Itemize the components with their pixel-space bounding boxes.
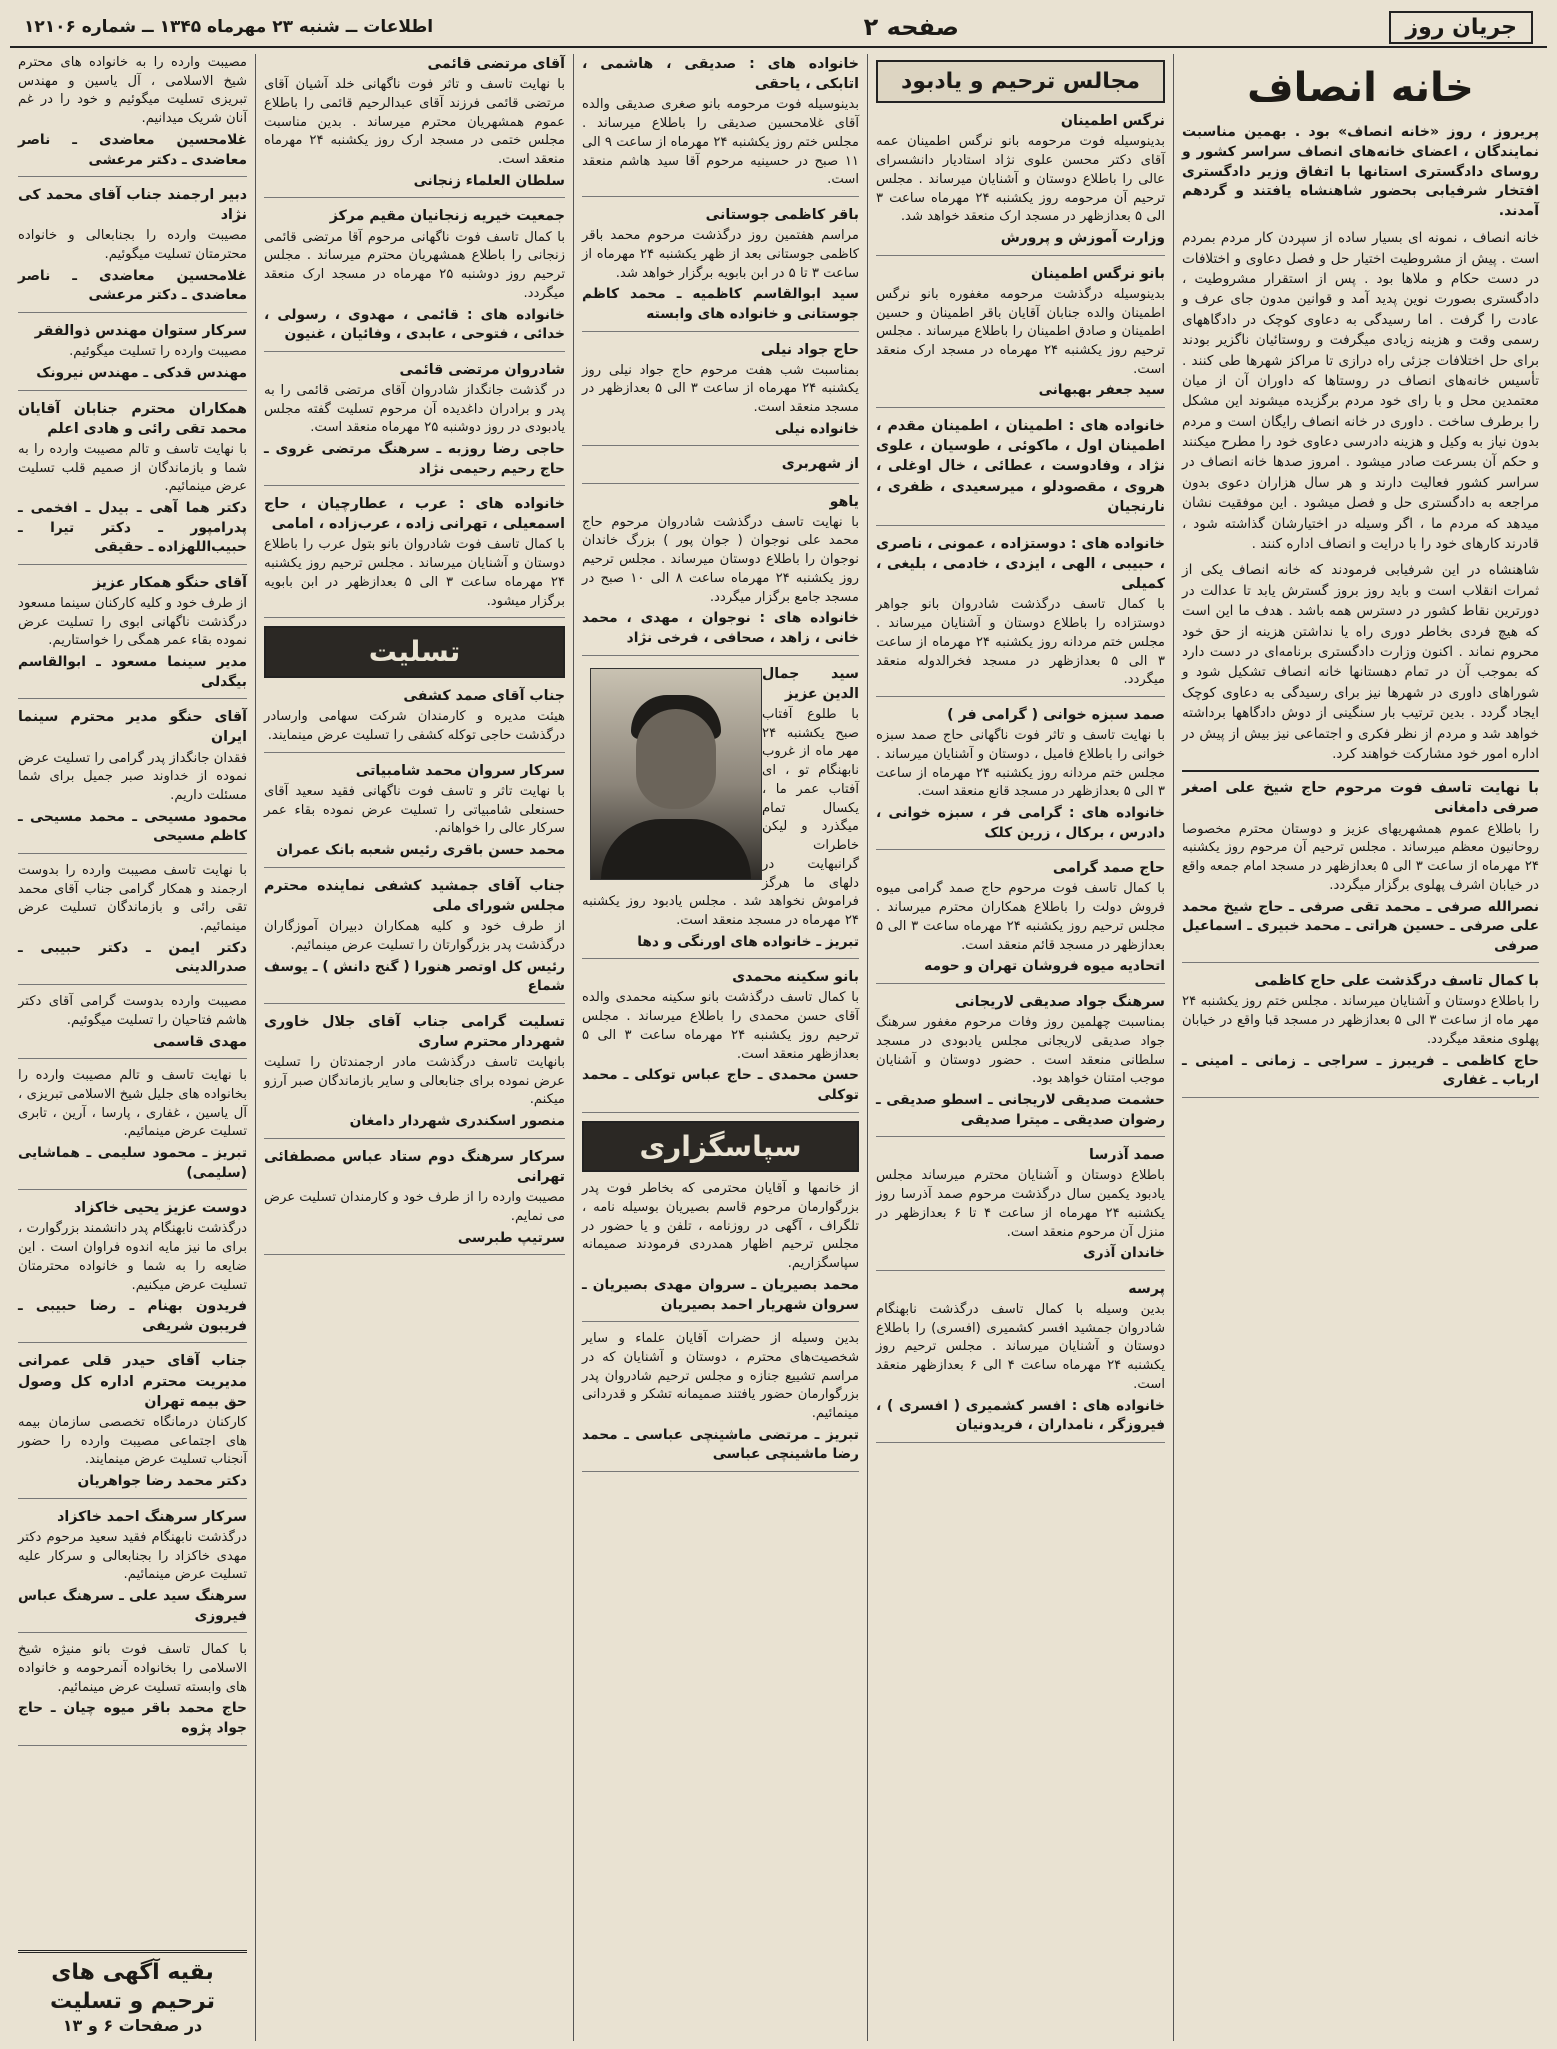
notice-heading: حاج صمد گرامی bbox=[1052, 860, 1165, 877]
notice-body: از خانمها و آقایان محترمی که بخاطر فوت پدر بزرگوارمان مرحوم قاسم بصیریان بوسیله نامه ، تلگراف ، آگهی در روزنامه ، تلفن و یا حضور در مجلس ترحیم اظهار همدردی فرمودند صمیمانه سپاسگزاریم. bbox=[582, 1181, 859, 1272]
notice-signers: سید ابوالقاسم کاظمیه ـ محمد کاظم جوستانی و خانواده های وابسته bbox=[582, 286, 859, 322]
notice bbox=[582, 664, 859, 960]
column-memorials bbox=[867, 54, 1173, 2041]
notice-body: بدین وسیله از حضرات آقایان علماء و سایر شخصیت‌های محترم ، دوستان و آشنایان که در مراسم تشییع جنازه و مجلس ترحیم شادروان پدر بزرگوارمان حضور یافتند صمیمانه تشکر و قدردانی مینمائیم. bbox=[582, 1331, 859, 1422]
notice-body: با کمال تاسف فوت شادروان بانو بتول عرب را باطلاع دوستان و آشنایان میرساند . مجلس ترحیم روز یکشنبه ۲۴ مهرماه ساعت ۳ الی ۵ بعدازظهر در ابن بابویه برگزار میشود. bbox=[264, 537, 565, 609]
notice-body: را باطلاع دوستان و آشنایان میرساند . مجلس ختم روز یکشنبه ۲۴ مهر ماه از ساعت ۳ الی ۵ بعدازظهر در مسجد قبا واقع در خیابان پهلوی منعقد میگردد. bbox=[1182, 994, 1539, 1047]
notice-signers: خانواده های : گرامی فر ، سبزه خوانی ، دادرس ، برکال ، زرین کلک bbox=[876, 805, 1165, 841]
portrait-photo bbox=[590, 668, 762, 880]
notice-body: از طرف خود و کلیه همکاران دبیران آموزگاران درگذشت پدر بزرگوارتان را تسلیت عرض مینمائیم. bbox=[264, 919, 565, 953]
notice-heading: جناب آقای جمشید کشفی نماینده محترم مجلس شورای ملی bbox=[264, 877, 565, 914]
notice bbox=[264, 1147, 565, 1255]
notice-heading: تسلیت گرامی جناب آقای جلال خاوری شهردار محترم ساری bbox=[264, 1013, 565, 1050]
notice-body: با طلوع آفتاب صبح یکشنبه ۲۴ مهر ماه از غروب نابهنگام تو ، ای آفتاب عمر ما ، یکسال تمام میگذرد و لیکن خاطرات گرانبهایت در دلهای ما هرگز فراموش نخواهد شد . مجلس یادبود روز یکشنبه ۲۴ مهرماه در مسجد منعقد است. bbox=[582, 706, 859, 928]
notice-body: باطلاع دوستان و آشنایان محترم میرساند مجلس یادبود یکمین سال درگذشت مرحوم صمد آذرسا روز یکشنبه ۲۴ مهرماه از ساعت ۴ تا ۶ بعدازظهر در منزل آن مرحوم منعقد است. bbox=[876, 1168, 1165, 1240]
notice-heading: نرگس اطمینان bbox=[1060, 113, 1165, 130]
page-number: صفحه ۲ bbox=[863, 13, 959, 41]
notice bbox=[18, 185, 247, 313]
notice-signers: تبریز ـ محمود سلیمی ـ هماشایی (سلیمی) bbox=[18, 1145, 247, 1181]
notice-heading: خانواده های : اطمینان ، اطمینان مقدم ، اطمینان اول ، ماکوئی ، طوسیان ، علوی نژاد ، وفادوست ، عطائی ، خال اوغلی ، هروی ، مقصودلو ، میرسعیدی ، ظفری ، نارنجیان bbox=[876, 418, 1165, 515]
notice-body: با نهایت تاسف و تاثر فوت ناگهانی خلد آشیان آقای مرتضی قائمی فرزند آقای عبدالرحیم قائمی را باطلاع عموم همشهریان محترم میرساند . بدین مناسبت مجلس ختمی در مسجد ارک روز یکشنبه ۲۴ مهرماه منعقد است. bbox=[264, 77, 565, 168]
notice bbox=[876, 858, 1165, 984]
notice bbox=[18, 1067, 247, 1190]
notice bbox=[18, 862, 247, 985]
notice-body: درگذشت نابهنگام پدر دانشمند بزرگوارت ، برای ما نیز مایه اندوه فراوان است . این ضایعه را به شما و خانواده محترمتان تسلیت عرض میکنیم. bbox=[18, 1221, 247, 1293]
notice-signers: محمد حسن باقری رئیس شعبه بانک عمران bbox=[276, 842, 565, 859]
notice-signers: حشمت صدیقی لاریجانی ـ اسطو صدیقی ـ رضوان صدیقی ـ میترا صدیقی bbox=[876, 1091, 1165, 1128]
portrait-face bbox=[636, 709, 716, 809]
notice-heading: بانو سکینه محمدی bbox=[732, 969, 859, 986]
notice-heading: سرکار سرهنگ دوم ستاد عباس مصطفائی تهرانی bbox=[264, 1148, 565, 1185]
notice-body: مراسم هفتمین روز درگذشت مرحوم محمد باقر کاظمی جوستانی بعد از ظهر یکشنبه ۲۴ مهرماه از ساعت ۳ تا ۵ در ابن بابویه برگزار خواهد شد. bbox=[582, 228, 859, 281]
notice-body: با نهایت تاسف مصیبت وارده را بدوست ارجمند و همکار گرامی جناب آقای محمد تقی رائی و بازماندگان تسلیت عرض مینمائیم. bbox=[18, 862, 247, 935]
notice bbox=[582, 1330, 859, 1472]
notice-signers: فریدون بهنام ـ رضا حبیبی ـ فریبون شریفی bbox=[18, 1298, 247, 1334]
notice-body: مصیبت وارده بدوست گرامی آقای دکتر هاشم فتاحیان را تسلیت میگوئیم. bbox=[18, 994, 247, 1028]
portrait-shirt bbox=[601, 819, 751, 879]
notice bbox=[18, 1507, 247, 1634]
notice-body: کارکنان درمانگاه تخصصی سازمان بیمه های اجتماعی مصیبت وارده را حضور آنجناب تسلیت عرض مینمایند. bbox=[18, 1414, 247, 1468]
notice-signers: سرهنگ سید علی ـ سرهنگ عباس فیروزی bbox=[18, 1588, 247, 1624]
notice-heading: سرکار ستوان مهندس ذوالفقر bbox=[34, 323, 247, 340]
notice-body: با کمال تاسف درگذشت بانو سکینه محمدی والده آقای حسن محمدی را باطلاع میرساند . مجلس ترحیم روز یکشنبه ۲۴ مهرماه ساعت ۳ الی ۵ بعدازظهر منعقد است. bbox=[582, 990, 859, 1062]
notice-body: بدینوسیله درگذشت مرحومه مغفوره بانو نرگس اطمینان والده جنابان آقایان باقر اطمینان و حسین اطمینان و صادق اطمینان را باطلاع میرساند . مجلس ترحیم روز یکشنبه ۲۴ مهرماه در مسجد ارک منعقد است. bbox=[876, 286, 1165, 377]
notice-signers: مهندس قدکی ـ مهندس نیرونک bbox=[36, 364, 247, 381]
notice bbox=[582, 54, 859, 197]
continued-notice bbox=[18, 1950, 247, 2037]
notice-signers: مهدی قاسمی bbox=[152, 1033, 247, 1050]
notice-signers: غلامحسین معاضدی ـ ناصر معاضدی ـ دکتر مرعشی bbox=[18, 131, 247, 168]
notice-body: با نهایت تاثر و تاسف فوت ناگهانی فقید سعید آقای حسنعلی شامبیاتی را تسلیت عرض نموده بقاء عمر سرکار عالی را خواهانم. bbox=[264, 783, 565, 837]
notice-body: مصیبت وارده را تسلیت میگوئیم. bbox=[69, 344, 247, 360]
notice-heading: خانواده های : دوستزاده ، عمونی ، ناصری ، حبیبی ، الهی ، ایزدی ، خادمی ، بلیغی ، کمیلی bbox=[876, 535, 1165, 593]
continued-pages: در صفحات ۶ و ۱۳ bbox=[62, 2016, 203, 2036]
notice bbox=[582, 1180, 859, 1322]
notice-signers: محمود مسیحی ـ محمد مسیحی ـ کاظم مسیحی bbox=[18, 808, 247, 845]
notice-body: مصیبت وارده را از طرف خود و کارمندان تسلیت عرض می نمایم. bbox=[264, 1190, 565, 1224]
notice-signers: حسن محمدی ـ حاج عباس توکلی ـ محمد توکلی bbox=[582, 1067, 859, 1103]
column-notices-3 bbox=[573, 54, 867, 2041]
notice-body: بانهایت تاسف درگذشت مادر ارجمندتان را تسلیت عرض نموده برای جنابعالی و سایر بازماندگان صبر آرزو میکنم. bbox=[264, 1054, 565, 1108]
continued-title: بقیه آگهی های ترحیم و تسلیت bbox=[50, 1960, 215, 2014]
notice bbox=[876, 416, 1165, 526]
col2-notices bbox=[264, 54, 565, 618]
notice-signers: سید جعفر بهبهانی bbox=[1038, 382, 1165, 399]
notice-signers: دکتر هما آهی ـ بیدل ـ افخمی ـ پدرامپور ـ دکتر تیرا ـ حبیب‌اللهزاده ـ حقیقی bbox=[18, 500, 247, 556]
notice-heading: صمد سبزه خوانی ( گرامی فر ) bbox=[947, 706, 1165, 723]
notice-signers: تبریز ـ مرتضی ماشینچی عباسی ـ محمد رضا ماشینچی عباسی bbox=[582, 1426, 859, 1463]
notice-body: با نهایت تاسف و تاثر فوت ناگهانی حاج صمد سبزه خوانی را باطلاع فامیل ، دوستان و آشنایان میرساند . مجلس ختم مردانه روز یکشنبه ۲۴ مهرماه از ساعت ۳ الی ۵ بعدازظهر در مسجد قانع منعقد است. bbox=[876, 728, 1165, 800]
column-brand: جریان روز bbox=[1389, 11, 1533, 44]
notice bbox=[582, 340, 859, 447]
notice-signers: خاندان آذری bbox=[1083, 1245, 1165, 1262]
notice bbox=[876, 264, 1165, 408]
newspaper-page bbox=[10, 8, 1547, 2041]
notice bbox=[18, 1641, 247, 1745]
col5-notices bbox=[1182, 778, 1539, 1098]
article-title: خانه انصاف bbox=[1247, 65, 1474, 111]
notice bbox=[876, 534, 1165, 697]
notice-signers: دکتر ایمن ـ دکتر حبیبی ـ صدرالدینی bbox=[18, 939, 247, 976]
notice-body: هیئت مدیره و کارمندان شرکت سهامی وارسادر درگذشت حاجی توکله کشفی را تسلیت عرض مینمایند. bbox=[264, 709, 565, 744]
notice-body: فقدان جانگداز پدر گرامی را تسلیت عرض نموده از خداوند صبر جمیل برای شما مسئلت داریم. bbox=[18, 750, 247, 804]
col1-notices bbox=[18, 54, 247, 1746]
notice bbox=[18, 573, 247, 700]
notice bbox=[264, 494, 565, 618]
notice bbox=[876, 1145, 1165, 1271]
notice-heading: سرهنگ جواد صدیقی لاریجانی bbox=[954, 993, 1165, 1010]
notice-body: با کمال تاسف درگذشت شادروان بانو جواهر دوستزاده را باطلاع دوستان و آشنایان میرساند . مجلس ختم مردانه روز یکشنبه ۲۴ مهرماه از ساعت ۳ الی ۵ بعدازظهر در مسجد فخرالدوله منعقد میگردد. bbox=[876, 597, 1165, 688]
notice-heading: صمد آذرسا bbox=[1089, 1147, 1165, 1164]
column-editorial bbox=[1173, 54, 1547, 2041]
notice-body: مصیبت وارده را به خانواده های محترم شیخ الاسلامی ، آل یاسین و مهندس تبریزی تسلیت میگوئیم و خود را در غم آنان شریک میدانیم. bbox=[18, 55, 247, 127]
notice-body: با کمال تاسف فوت مرحوم حاج صمد گرامی میوه فروش دولت را باطلاع همکاران محترم میرساند . مجلس ترحیم روز یکشنبه ۲۴ مهرماه ساعت ۳ الی ۵ بعدازظهر در مسجد قائم منعقد است. bbox=[876, 881, 1166, 953]
notice-body: مصیبت وارده را بجنابعالی و خانواده محترمتان تسلیت میگوئیم. bbox=[18, 228, 247, 263]
notice-signers: دکتر محمد رضا جواهریان bbox=[77, 1473, 247, 1490]
notice-signers: منصور اسکندری شهردار دامغان bbox=[349, 1113, 565, 1130]
notice-signers: خانواده های : نوجوان ، مهدی ، محمد خانی ، زاهد ، صحافی ، فرخی نژاد bbox=[582, 610, 859, 646]
notice bbox=[1182, 778, 1539, 963]
notice bbox=[582, 454, 859, 483]
notice bbox=[582, 492, 859, 656]
col4-notices bbox=[876, 111, 1165, 1443]
notice-heading: آقای حنگو همکار عزیز bbox=[92, 574, 247, 591]
article-body-continued: شاهنشاه در این شرفیابی فرمودند که خانه انصاف یکی از ثمرات انقلاب است و باید روز بروز گسترش یابد تا عدالت در دورترین نقاط کشور در دسترس همه باشد . هدف ما این است که هیچ فردی بخاطر دوری راه یا نداشتن هزینه از حق خود محروم نماند . اکنون وزارت دادگستری برنامه‌ای در دست دارد که بموجب آن در تمام دهستانها خانه انصاف تشکیل شود و شوراهای داوری در شهرها نیز برای رسیدگی به دعاوی کوچک ایجاد گردد . بدین ترتیب بار سنگینی از دوش دادگاهها برداشته خواهد شد و مردم از نظر فکری و اجتماعی نیز بیش از پیش در اداره امور خود مشارکت خواهند کرد. bbox=[1182, 562, 1539, 762]
notice-signers: تبریز ـ خانواده های اورنگی و دها bbox=[637, 933, 859, 950]
col3-notices bbox=[582, 54, 859, 1113]
notice bbox=[582, 205, 859, 332]
notice-signers: رئیس کل اوتصر هنورا ( گنج دانش ) ـ یوسف شماع bbox=[264, 958, 565, 995]
notice-heading: حاج جواد نیلی bbox=[760, 341, 859, 358]
thanks-banner: سپاسگزاری bbox=[582, 1121, 859, 1173]
notice-signers: حاج کاظمی ـ فریبرز ـ سراجی ـ زمانی ـ امینی ـ ارباب ـ غفاری bbox=[1182, 1052, 1539, 1089]
notice-body: با نهایت تاسف و تالم مصیبت وارده را بخانواده های جلیل شیخ الاسلامی تبریزی ، آل یاسین ، غفاری ، پارسا ، آرین ، تابری تسلیت عرض مینمائیم. bbox=[18, 1068, 247, 1140]
notice bbox=[264, 54, 565, 198]
notice bbox=[264, 206, 565, 351]
notice bbox=[876, 111, 1165, 255]
column-notices-2 bbox=[255, 54, 573, 2041]
notice-body: با نهایت تاسف درگذشت شادروان مرحوم حاج محمد علی نوجوان ( جوان پور ) بزرگ خاندان نوجوان را باطلاع دوستان میرساند . مجلس ترحیم روز یکشنبه ۲۴ مهرماه ساعت ۸ الی ۱۰ صبح در مسجد جامع برگزار میگردد. bbox=[582, 514, 859, 605]
notice-signers: سلطان العلماء زنجانی bbox=[413, 172, 565, 189]
column-condolences bbox=[10, 54, 255, 2041]
notice-signers: خانواده نیلی bbox=[774, 420, 859, 437]
notice-body: درگذشت نابهنگام فقید سعید مرحوم دکتر مهدی خاکزاد را بجنابعالی و سرکار علیه تسلیت عرض مینمائیم. bbox=[18, 1529, 247, 1583]
masthead bbox=[10, 8, 1547, 48]
notice-heading: سرکار سروان محمد شامبیاتی bbox=[355, 762, 565, 779]
notice-heading: همکاران محترم جنابان آقایان محمد تقی رائی و هادی اعلم bbox=[18, 400, 247, 437]
notice-body: از طرف خود و کلیه کارکنان سینما مسعود درگذشت ناگهانی ابوی را تسلیت عرض نموده بقاء عمر همگی را خواستاریم. bbox=[18, 595, 247, 649]
notice bbox=[18, 707, 247, 854]
notice-body: در گذشت جانگداز شادروان آقای مرتضی قائمی را به پدر و برادران داغدیده آن مرحوم تسلیت گفته مجلس یادبودی در روز دوشنبه ۲۵ مهرماه منعقد است. bbox=[264, 382, 565, 436]
notice bbox=[876, 705, 1165, 850]
notice-body: بدینوسیله فوت مرحومه بانو صغری صدیقی والده آقای غلامحسین صدیقی را باطلاع میرساند . مجلس ختم روز یکشنبه ۲۴ مهرماه از ساعت ۹ الی ۱۱ صبح در حسینیه مرحوم آقا سید هاشم منعقد است. bbox=[582, 97, 859, 188]
notice bbox=[264, 876, 565, 1004]
notice-signers: غلامحسین معاضدی ـ ناصر معاضدی ـ دکتر مرعشی bbox=[18, 267, 247, 304]
notice-heading: خانواده های : عرب ، عطارچیان ، حاج اسمعیلی ، تهرانی زاده ، عرب‌زاده ، امامی bbox=[264, 496, 565, 533]
condolence-banner: تسلیت bbox=[264, 626, 565, 678]
notice-signers: حاجی رضا روزبه ـ سرهنگ مرتضی غروی ـ حاج رحیم رحیمی نژاد bbox=[264, 441, 565, 477]
notice-signers: محمد بصیریان ـ سروان مهدی بصیریان ـ سروان شهریار احمد بصیریان bbox=[582, 1276, 859, 1313]
notice-body: را باطلاع عموم همشهریهای عزیز و دوستان محترم مخصوصا روحانیون معظم میرساند . مجلس ترحیم آن مرحوم روز یکشنبه ۲۴ مهرماه از ساعت ۳ الی ۵ بعدازظهر در مسجد امام جمعه واقع در خیابان اشرف پهلوی برگزار میگردد. bbox=[1182, 821, 1539, 893]
notice-signers: حاج محمد باقر میوه چیان ـ حاج جواد پژوه bbox=[18, 1700, 247, 1736]
col3-thanks bbox=[582, 1180, 859, 1472]
notice-signers: خانواده های : افسر کشمیری ( افسری ) ، فیروزگر ، نامداران ، فریدونیان bbox=[876, 1397, 1165, 1434]
article-body: خانه انصاف ، نمونه ای بسیار ساده از سپردن کار مردم بمردم است . پیش از مشروطیت اختیار حل و فصل دعاوی و اختلافات در دست حکام و ملاها بود . پس از استقرار مشروطیت ، دادگستری بصورت نوین پدید آمد و قوانین مدون جای عرف و عادت را گرفت . اما رسیدگی به دعاوی کوچک در دادگاههای رسمی وقت و هزینه زیادی میگرفت و روستائیان ناگزیر بودند برای حل اختلافات جزئی راه درازی تا مراکز شهرها طی کنند . تأسیس خانه‌های انصاف در روستاها که داوران آن از میان معتمدین محل و با رای خود مردم برگزیده میشوند این مشکل را برطرف ساخت . داوری در خانه انصاف رایگان است و مردم بدون نیاز به وکیل و هزینه دادرسی دعاوی خود را مطرح میکنند و حکم آن بسرعت صادر میشود . امروز صدها خانه انصاف در سراسر کشور فعالیت دارند و هر سال هزاران دعوی بدون مراجعه به دادگستری حل و فصل میشود . این موفقیت نشان میدهد که مردم ما ، اگر وسیله در اختیارشان گذاشته شود ، قادرند کارهای خود را با درایت و انصاف اداره کنند . bbox=[1182, 230, 1539, 553]
notice-body: با کمال تاسف فوت بانو منیژه شیخ الاسلامی را بخانواده آنمرحومه و خانواده های وابسته تسلیت عرض مینمائیم. bbox=[18, 1642, 247, 1695]
notice-heading: بانو نرگس اطمینان bbox=[1031, 265, 1165, 282]
article-intro: پریروز ، روز «خانه انصاف» بود . بهمین مناسبت نمایندگان ، اعضای خانه‌های انصاف سراسر کشور و روسای دادگستری استانها با اتفاق وزیر دادگستری افتخار شرفیابی بحضور شاهنشاه یافتند و گردهم آمدند. bbox=[1182, 123, 1539, 220]
columns bbox=[10, 54, 1547, 2041]
notice bbox=[18, 1198, 247, 1343]
notice bbox=[582, 967, 859, 1112]
memorials-banner: مجالس ترحیم و یادبود bbox=[876, 60, 1165, 103]
notice-heading: دوست عزیز یحیی خاکزاد bbox=[73, 1200, 247, 1217]
notice-signers: نصرالله صرفی ـ محمد تقی صرفی ـ حاج شیخ محمد علی صرفی ـ حسین هراتی ـ محمد خبیری ـ اسماعیل صرفی bbox=[1182, 898, 1539, 954]
notice-heading: با کمال تاسف درگذشت علی حاج کاظمی bbox=[1254, 973, 1539, 990]
notice bbox=[18, 399, 247, 565]
issue-info: اطلاعات ــ شنبه ۲۳ مهرماه ۱۳۴۵ ــ شماره ۱۲۱۰۶ bbox=[24, 17, 434, 37]
notice-heading: آقای حنگو مدیر محترم سینما ایران bbox=[18, 709, 247, 746]
col2-condolences bbox=[264, 686, 565, 1255]
notice bbox=[876, 992, 1165, 1137]
notice-signers: وزارت آموزش و پرورش bbox=[1000, 230, 1165, 247]
notice bbox=[18, 54, 247, 177]
notice-body: با نهایت تاسف و تالم مصیبت وارده را به شما و بازماندگان از صمیم قلب تسلیت عرض مینمائیم. bbox=[18, 441, 247, 495]
notice-body: بدین وسیله با کمال تاسف درگذشت نابهنگام شادروان جمشید افسر کشمیری (افسری) را باطلاع دوستان و آشنایان میرساند . مجلس ترحیم روز یکشنبه ۲۴ مهرماه ساعت ۴ الی ۶ بعدازظهر منعقد است. bbox=[876, 1301, 1165, 1392]
notice-heading: دبیر ارجمند جناب آقای محمد کی نژاد bbox=[18, 187, 247, 224]
notice-heading: از شهربری bbox=[781, 456, 859, 473]
notice-heading: شادروان مرتضی قائمی bbox=[399, 361, 565, 378]
notice bbox=[18, 1351, 247, 1498]
notice-heading: باقر کاظمی جوستانی bbox=[705, 206, 859, 223]
notice-body: بمناسبت شب هفت مرحوم حاج جواد نیلی روز یکشنبه ۲۴ مهرماه از ساعت ۳ الی ۵ بعدازظهر در مسجد منعقد است. bbox=[582, 362, 859, 416]
divider bbox=[1182, 770, 1539, 772]
notice-body: با کمال تاسف فوت ناگهانی مرحوم آقا مرتضی قائمی زنجانی را باطلاع همشهریان محترم میرساند . مجلس ترحیم روز دوشنبه ۲۵ مهرماه در مسجد ارک منعقد میگردد. bbox=[264, 229, 565, 301]
notice bbox=[264, 686, 565, 753]
notice-heading: جمعیت خیریه زنجانیان مقیم مرکز bbox=[329, 208, 565, 225]
notice-heading: جناب آقای صمد کشفی bbox=[403, 688, 565, 705]
notice-heading: سرکار سرهنگ احمد خاکزاد bbox=[57, 1508, 247, 1525]
notice-signers: خانواده های : قائمی ، مهدوی ، رسولی ، خدائی ، فتوحی ، عابدی ، وفائیان ، غنیون bbox=[264, 306, 565, 343]
notice bbox=[18, 321, 247, 390]
notice-heading: جناب آقای حیدر قلی عمرانی مدیریت محترم اداره کل وصول حق بیمه تهران bbox=[18, 1353, 247, 1410]
notice bbox=[18, 993, 247, 1059]
notice bbox=[264, 360, 565, 487]
notice-body: بدینوسیله فوت مرحومه بانو نرگس اطمینان عمه آقای دکتر محسن علوی نژاد استادیار دانشسرای عالی را باطلاع دوستان و آشنایان میرساند . مجلس ترحیم آن مرحومه روز یکشنبه ۲۴ مهرماه ساعت ۳ الی ۵ بعدازظهر در مسجد ارک منعقد خواهد شد. bbox=[876, 134, 1165, 225]
notice-heading: سید جمال الدین عزیز bbox=[762, 665, 859, 702]
notice bbox=[264, 761, 565, 868]
notice-signers: مدیر سینما مسعود ـ ابوالقاسم بیگدلی bbox=[18, 654, 247, 690]
notice-heading: آقای مرتضی قائمی bbox=[427, 56, 565, 72]
notice-heading: با نهایت تاسف فوت مرحوم حاج شیخ علی اصغر صرفی دامغانی bbox=[1182, 780, 1539, 817]
notice-heading: یاهو bbox=[829, 493, 859, 510]
notice-signers: سرتیپ طبرسی bbox=[457, 1229, 565, 1246]
notice bbox=[264, 1012, 565, 1139]
notice-heading: پرسه bbox=[1128, 1280, 1165, 1297]
notice bbox=[876, 1279, 1165, 1443]
notice-signers: اتحادیه میوه فروشان تهران و حومه bbox=[924, 958, 1165, 975]
notice bbox=[1182, 971, 1539, 1098]
notice-body: بمناسبت چهلمین روز وفات مرحوم مغفور سرهنگ جواد صدیقی لاریجانی مجلس یادبودی در مسجد سلطانی منعقد است . حضور دوستان و آشنایان موجب امتنان خواهد بود. bbox=[876, 1015, 1165, 1087]
notice-heading: خانواده های : صدیقی ، هاشمی ، اتابکی ، یاحقی bbox=[582, 56, 859, 93]
